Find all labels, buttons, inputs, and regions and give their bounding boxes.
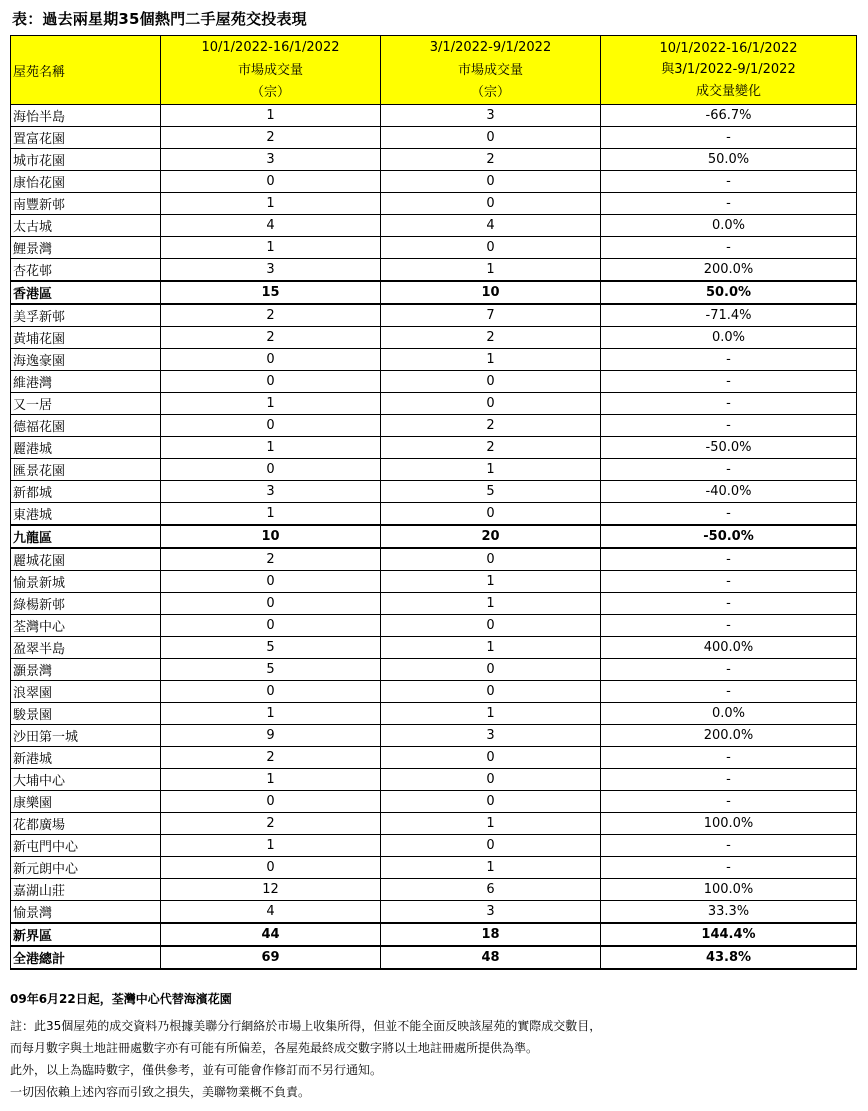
period-1-value-cell: 15 — [161, 281, 381, 304]
period-2-value-cell: 1 — [381, 349, 601, 371]
period-2-metric: 市場成交量 — [457, 63, 523, 79]
period-2-value-cell: 0 — [381, 171, 601, 193]
period-1-value-cell: 1 — [161, 835, 381, 857]
period-2-value-cell: 1 — [381, 703, 601, 725]
estate-name-cell: 德福花園 — [11, 415, 161, 437]
table-row — [11, 459, 857, 481]
table-row — [11, 149, 857, 171]
period-1-value-cell: 5 — [161, 637, 381, 659]
period-1-value-cell: 2 — [161, 813, 381, 835]
period-2-value-cell: 1 — [381, 459, 601, 481]
change-value-cell: - — [601, 615, 857, 637]
estate-name-cell: 南豐新邨 — [11, 193, 161, 215]
change-range-1: 10/1/2022-16/1/2022 — [659, 41, 798, 56]
estate-name-cell: 灝景灣 — [11, 659, 161, 681]
period-1-metric: 市場成交量 — [237, 63, 303, 79]
change-value-cell: 400.0% — [601, 637, 857, 659]
table-row — [11, 281, 857, 304]
estate-name-cell: 愉景新城 — [11, 571, 161, 593]
estate-name-cell: 新都城 — [11, 481, 161, 503]
page-title: 表：過去兩星期35個熱門二手屋苑交投表現 — [12, 10, 307, 28]
estate-name-cell: 海逸豪園 — [11, 349, 161, 371]
period-2-value-cell: 0 — [381, 237, 601, 259]
estate-name-cell: 新元朗中心 — [11, 857, 161, 879]
table-row — [11, 525, 857, 548]
period-2-value-cell: 0 — [381, 681, 601, 703]
table-row — [11, 437, 857, 459]
change-value-cell: - — [601, 127, 857, 149]
period-1-value-cell: 3 — [161, 481, 381, 503]
period-1-value-cell: 1 — [161, 503, 381, 526]
estate-name-cell: 新屯門中心 — [11, 835, 161, 857]
estate-name-cell: 麗港城 — [11, 437, 161, 459]
change-value-cell: - — [601, 747, 857, 769]
period-1-value-cell: 1 — [161, 105, 381, 127]
period-1-value-cell: 0 — [161, 349, 381, 371]
table-row — [11, 548, 857, 571]
period-2-value-cell: 2 — [381, 327, 601, 349]
table-row — [11, 923, 857, 946]
change-value-cell: - — [601, 857, 857, 879]
period-1-value-cell: 1 — [161, 437, 381, 459]
change-value-cell: 0.0% — [601, 703, 857, 725]
period-2-value-cell: 2 — [381, 415, 601, 437]
footnote-line: 09年6月22日起，荃灣中心代替海濱花園 — [10, 992, 232, 1007]
change-value-cell: - — [601, 237, 857, 259]
period-1-unit: （宗） — [250, 84, 290, 100]
footnote-line: 此外，以上為臨時數字，僅供參考，並有可能會作修訂而不另行通知。 — [10, 1062, 383, 1077]
period-2-value-cell: 0 — [381, 835, 601, 857]
table-row — [11, 615, 857, 637]
table-row — [11, 659, 857, 681]
change-value-cell: 200.0% — [601, 725, 857, 747]
period-1-value-cell: 10 — [161, 525, 381, 548]
period-1-value-cell: 0 — [161, 857, 381, 879]
change-value-cell: 0.0% — [601, 215, 857, 237]
table-header-row — [11, 36, 857, 105]
table-row — [11, 681, 857, 703]
estate-name-cell: 綠楊新邨 — [11, 593, 161, 615]
table-row — [11, 193, 857, 215]
period-1-value-cell: 0 — [161, 791, 381, 813]
period-2-value-cell: 7 — [381, 304, 601, 327]
estate-name-cell: 花都廣場 — [11, 813, 161, 835]
estate-name-cell: 東港城 — [11, 503, 161, 526]
table-row — [11, 371, 857, 393]
estate-name-cell: 黃埔花園 — [11, 327, 161, 349]
period-2-value-cell: 1 — [381, 259, 601, 282]
change-value-cell: - — [601, 193, 857, 215]
table-row — [11, 769, 857, 791]
change-value-cell: -50.0% — [601, 437, 857, 459]
period-1-value-cell: 0 — [161, 615, 381, 637]
estate-name-cell: 維港灣 — [11, 371, 161, 393]
table-row — [11, 703, 857, 725]
footnote-line: 註：此35個屋苑的成交資料乃根據美聯分行網絡於市場上收集所得，但並不能全面反映該屋苑的實際成交數目， — [10, 1018, 602, 1033]
change-value-cell: 200.0% — [601, 259, 857, 282]
change-value-cell: - — [601, 171, 857, 193]
table-row — [11, 415, 857, 437]
period-1-value-cell: 0 — [161, 459, 381, 481]
table-header — [11, 36, 857, 105]
table-row — [11, 747, 857, 769]
table-row — [11, 901, 857, 924]
estate-name-cell: 太古城 — [11, 215, 161, 237]
table-row — [11, 813, 857, 835]
estate-name-cell: 杏花邨 — [11, 259, 161, 282]
period-2-value-cell: 1 — [381, 857, 601, 879]
change-value-cell: - — [601, 503, 857, 526]
period-1-value-cell: 3 — [161, 259, 381, 282]
table-row — [11, 237, 857, 259]
change-value-cell: 100.0% — [601, 879, 857, 901]
change-value-cell: - — [601, 571, 857, 593]
change-value-cell: 50.0% — [601, 281, 857, 304]
period-2-value-cell: 0 — [381, 615, 601, 637]
period-2-value-cell: 2 — [381, 149, 601, 171]
change-value-cell: - — [601, 835, 857, 857]
estate-name-cell: 匯景花園 — [11, 459, 161, 481]
table-row — [11, 215, 857, 237]
table-row — [11, 946, 857, 969]
period-1-value-cell: 0 — [161, 371, 381, 393]
change-value-cell: - — [601, 393, 857, 415]
estate-name-cell: 全港總計 — [11, 946, 161, 969]
change-value-cell: - — [601, 769, 857, 791]
period-2-value-cell: 3 — [381, 105, 601, 127]
table-body — [11, 105, 857, 970]
period-2-value-cell: 20 — [381, 525, 601, 548]
change-value-cell: - — [601, 593, 857, 615]
period-2-value-cell: 0 — [381, 791, 601, 813]
period-2-value-cell: 3 — [381, 725, 601, 747]
table-row — [11, 593, 857, 615]
table-row — [11, 503, 857, 526]
period-1-value-cell: 0 — [161, 571, 381, 593]
period-2-value-cell: 0 — [381, 769, 601, 791]
estate-name-cell: 香港區 — [11, 281, 161, 304]
change-value-cell: - — [601, 548, 857, 571]
period-1-value-cell: 9 — [161, 725, 381, 747]
change-value-cell: 50.0% — [601, 149, 857, 171]
table-row — [11, 171, 857, 193]
period-1-value-cell: 1 — [161, 193, 381, 215]
estate-name-cell: 又一居 — [11, 393, 161, 415]
period-1-value-cell: 1 — [161, 393, 381, 415]
period-2-value-cell: 0 — [381, 393, 601, 415]
period-1-value-cell: 2 — [161, 304, 381, 327]
estate-name-cell: 駿景園 — [11, 703, 161, 725]
period-1-value-cell: 2 — [161, 127, 381, 149]
change-value-cell: -66.7% — [601, 105, 857, 127]
column-header-estate-name: 屋苑名稱 — [11, 36, 161, 105]
period-1-value-cell: 2 — [161, 327, 381, 349]
estate-name-cell: 愉景灣 — [11, 901, 161, 924]
change-value-cell: - — [601, 681, 857, 703]
estate-name-cell: 九龍區 — [11, 525, 161, 548]
period-1-range: 10/1/2022-16/1/2022 — [201, 40, 340, 55]
period-1-value-cell: 0 — [161, 681, 381, 703]
period-2-value-cell: 18 — [381, 923, 601, 946]
column-header-period-2 — [381, 36, 601, 105]
period-1-value-cell: 4 — [161, 901, 381, 924]
period-2-value-cell: 6 — [381, 879, 601, 901]
period-1-value-cell: 2 — [161, 548, 381, 571]
estate-name-cell: 大埔中心 — [11, 769, 161, 791]
estate-name-cell: 新界區 — [11, 923, 161, 946]
change-value-cell: - — [601, 659, 857, 681]
column-header-change — [601, 36, 857, 105]
change-value-cell: - — [601, 349, 857, 371]
footnotes — [10, 988, 858, 1103]
period-2-value-cell: 3 — [381, 901, 601, 924]
table-row — [11, 571, 857, 593]
table-row — [11, 127, 857, 149]
period-1-value-cell: 0 — [161, 171, 381, 193]
table-row — [11, 835, 857, 857]
estate-name-cell: 沙田第一城 — [11, 725, 161, 747]
estate-name-cell: 康樂園 — [11, 791, 161, 813]
estate-name-cell: 浪翠園 — [11, 681, 161, 703]
table-row — [11, 259, 857, 282]
period-2-value-cell: 5 — [381, 481, 601, 503]
transactions-table — [10, 35, 857, 970]
change-value-cell: - — [601, 791, 857, 813]
estate-name-cell: 美孚新邨 — [11, 304, 161, 327]
period-2-value-cell: 0 — [381, 548, 601, 571]
table-row — [11, 879, 857, 901]
estate-name-cell: 康怡花園 — [11, 171, 161, 193]
change-value-cell: -71.4% — [601, 304, 857, 327]
period-2-value-cell: 0 — [381, 371, 601, 393]
column-header-period-1 — [161, 36, 381, 105]
period-2-value-cell: 0 — [381, 193, 601, 215]
change-range-2: 與3/1/2022-9/1/2022 — [661, 62, 796, 78]
period-1-value-cell: 3 — [161, 149, 381, 171]
period-2-value-cell: 1 — [381, 593, 601, 615]
table-row — [11, 637, 857, 659]
period-1-value-cell: 2 — [161, 747, 381, 769]
period-1-value-cell: 1 — [161, 237, 381, 259]
period-1-value-cell: 1 — [161, 703, 381, 725]
table-row — [11, 857, 857, 879]
change-value-cell: -40.0% — [601, 481, 857, 503]
table-row — [11, 349, 857, 371]
table-row — [11, 304, 857, 327]
period-2-value-cell: 0 — [381, 503, 601, 526]
table-row — [11, 105, 857, 127]
estate-name-cell: 嘉湖山莊 — [11, 879, 161, 901]
estate-name-cell: 置富花園 — [11, 127, 161, 149]
change-value-cell: - — [601, 415, 857, 437]
change-value-cell: -50.0% — [601, 525, 857, 548]
table-row — [11, 393, 857, 415]
period-1-value-cell: 0 — [161, 593, 381, 615]
change-value-cell: - — [601, 459, 857, 481]
change-value-cell: 0.0% — [601, 327, 857, 349]
period-2-value-cell: 48 — [381, 946, 601, 969]
period-1-value-cell: 12 — [161, 879, 381, 901]
period-2-range: 3/1/2022-9/1/2022 — [429, 40, 552, 55]
period-2-unit: （宗） — [470, 84, 510, 100]
period-1-value-cell: 44 — [161, 923, 381, 946]
change-value-cell: - — [601, 371, 857, 393]
estate-name-cell: 新港城 — [11, 747, 161, 769]
period-2-value-cell: 1 — [381, 813, 601, 835]
table-row — [11, 791, 857, 813]
table-row — [11, 481, 857, 503]
change-value-cell: 43.8% — [601, 946, 857, 969]
period-2-value-cell: 0 — [381, 127, 601, 149]
period-2-value-cell: 0 — [381, 659, 601, 681]
period-1-value-cell: 1 — [161, 769, 381, 791]
change-value-cell: 33.3% — [601, 901, 857, 924]
estate-name-cell: 麗城花園 — [11, 548, 161, 571]
estate-name-cell: 海怡半島 — [11, 105, 161, 127]
period-1-value-cell: 5 — [161, 659, 381, 681]
period-2-value-cell: 2 — [381, 437, 601, 459]
estate-name-cell: 盈翠半島 — [11, 637, 161, 659]
period-1-value-cell: 4 — [161, 215, 381, 237]
change-value-cell: 100.0% — [601, 813, 857, 835]
change-value-cell: 144.4% — [601, 923, 857, 946]
period-2-value-cell: 1 — [381, 637, 601, 659]
estate-name-cell: 荃灣中心 — [11, 615, 161, 637]
period-2-value-cell: 1 — [381, 571, 601, 593]
period-1-value-cell: 69 — [161, 946, 381, 969]
estate-name-cell: 鯉景灣 — [11, 237, 161, 259]
period-2-value-cell: 4 — [381, 215, 601, 237]
change-metric: 成交量變化 — [695, 83, 761, 99]
footnote-line: 而每月數字與土地註冊處數字亦有可能有所偏差，各屋苑最終成交數字將以土地註冊處所提供為準。 — [10, 1040, 539, 1055]
period-2-value-cell: 0 — [381, 747, 601, 769]
table-row — [11, 327, 857, 349]
period-1-value-cell: 0 — [161, 415, 381, 437]
table-row — [11, 725, 857, 747]
period-2-value-cell: 10 — [381, 281, 601, 304]
estate-name-cell: 城市花園 — [11, 149, 161, 171]
footnote-line: 一切因依賴上述內容而引致之損失，美聯物業概不負責。 — [10, 1085, 311, 1100]
